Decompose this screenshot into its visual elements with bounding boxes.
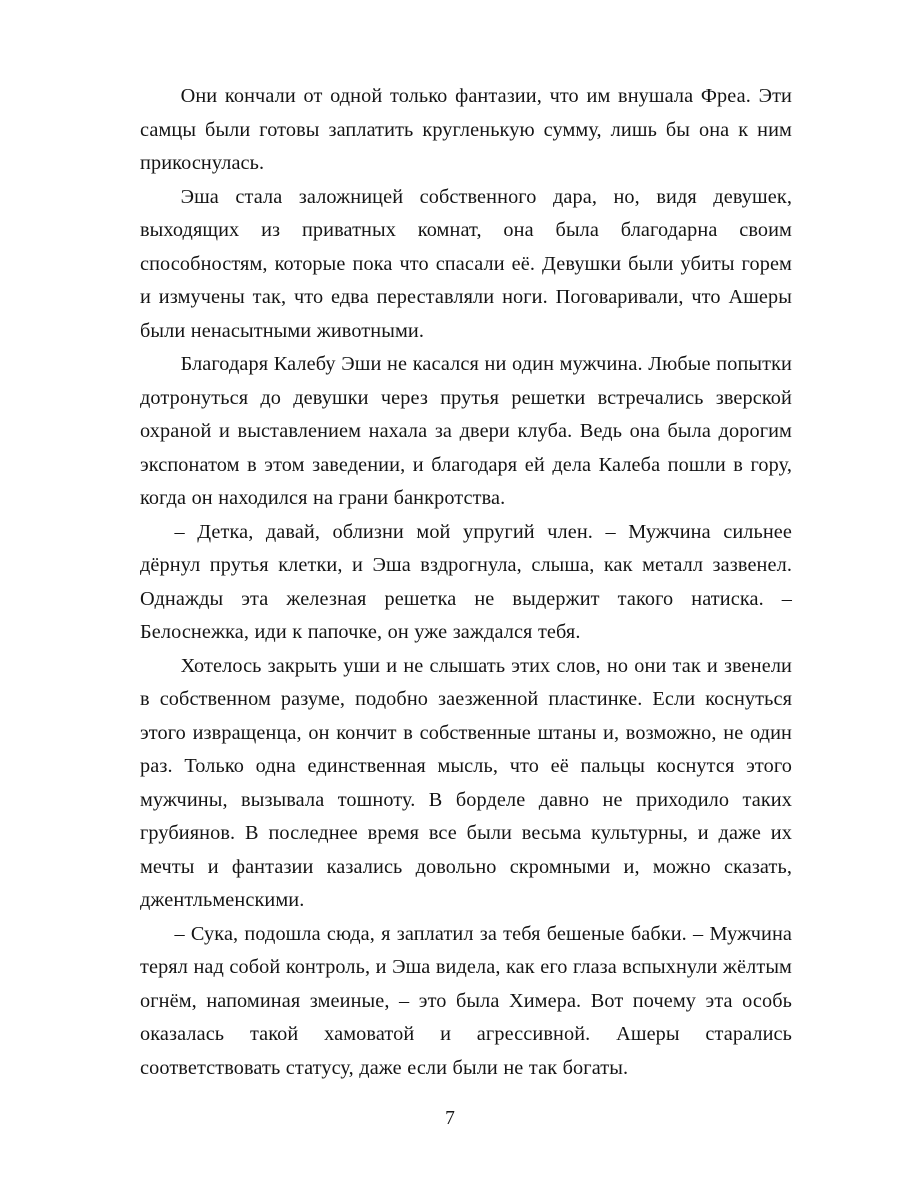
page-number: 7 (445, 1108, 455, 1129)
paragraph: Благодаря Калебу Эши не касался ни один мужчина. Любые попытки дотронуться до девушки через прутья решетки встречались зверской охраной и выставлением нахала за двери клуба. Ведь она была дорогим экспонатом в этом заведении, и благодаря ей дела Калеба пошли в гору, когда он находился на грани банкротства. (140, 353, 792, 509)
paragraph: Хотелось закрыть уши и не слышать этих слов, но они так и звенели в собственном разуме, подобно заезженной пластинке. Если коснуться этого извращенца, он кончит в собственные штаны и, возможно, не один раз. Только одна единственная мысль, что её пальцы коснутся этого мужчины, вызывала тошноту. В борделе давно не приходило таких грубиянов. В последнее время все были весьма культурны, и даже их мечты и фантазии казались довольно скромными и, можно сказать, джентльменскими. (140, 654, 792, 911)
body-text-column (140, 80, 792, 1085)
paragraph: Эша стала заложницей собственного дара, но, видя девушек, выходящих из приватных комнат, она была благодарна своим способностям, которые пока что спасали её. Девушки были убиты горем и измучены так, что едва переставляли ноги. Поговаривали, что Ашеры были ненасытными животными. (140, 185, 792, 342)
paragraph-dialogue: – Детка, давай, облизни мой упругий член. – Мужчина сильнее дёрнул прутья клетки, и Эша вздрогнула, слыша, как металл зазвенел. Однажды эта железная решетка не выдержит такого натиска. – Белоснежка, иди к папочке, он уже заждался тебя. (140, 520, 792, 643)
paragraph: Они кончали от одной только фантазии, что им внушала Фреа. Эти самцы были готовы заплатить кругленькую сумму, лишь бы она к ним прикоснулась. (140, 85, 792, 174)
paragraph-dialogue: – Сука, подошла сюда, я заплатил за тебя бешеные бабки. – Мужчина терял над собой контроль, и Эша видела, как его глаза вспыхнули жёлтым огнём, напоминая змеиные, – это была Химера. Вот почему эта особь оказалась такой хамоватой и агрессивной. Ашеры старались соответствовать статусу, даже если были не так богаты. (140, 922, 792, 1079)
